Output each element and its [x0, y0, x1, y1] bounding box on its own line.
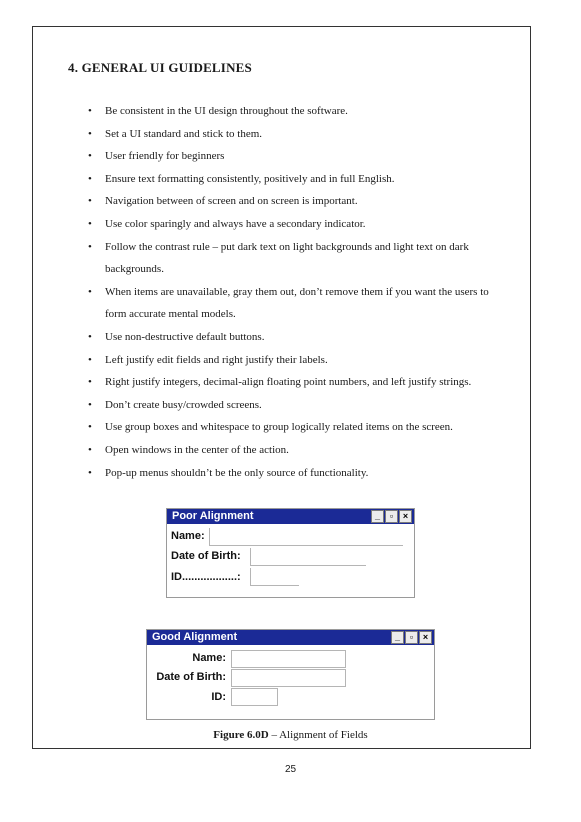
- figure-caption-text: – Alignment of Fields: [268, 729, 368, 741]
- guideline-item: • Be consistent in the UI design throughout the software.: [88, 100, 508, 123]
- poor-alignment-titlebar: [167, 509, 414, 524]
- name-label: Name:: [171, 530, 205, 542]
- guideline-item: • Pop-up menus shouldn’t be the only source of functionality.: [88, 462, 508, 485]
- guideline-item: • When items are unavailable, gray them out, don’t remove them if you want the users to form accurate mental models.: [88, 281, 508, 326]
- guideline-item: • Follow the contrast rule – put dark text on light backgrounds and light text on dark backgrounds.: [88, 236, 508, 281]
- guideline-item: • Don’t create busy/crowded screens.: [88, 394, 508, 417]
- poor-alignment-title: Poor Alignment: [172, 510, 254, 522]
- good-alignment-window: [146, 629, 435, 720]
- restore-icon[interactable]: ▫: [385, 510, 398, 523]
- name-field[interactable]: [209, 528, 403, 546]
- id-label: ID:: [211, 691, 226, 703]
- id-field[interactable]: [250, 568, 299, 586]
- guideline-item: • Use group boxes and whitespace to group logically related items on the screen.: [88, 416, 508, 439]
- name-label: Name:: [192, 652, 226, 664]
- section-heading: 4. GENERAL UI GUIDELINES: [68, 60, 252, 75]
- minimize-icon[interactable]: _: [391, 631, 404, 644]
- minimize-icon[interactable]: _: [371, 510, 384, 523]
- close-icon[interactable]: ×: [399, 510, 412, 523]
- id-label: ID..................:: [171, 571, 241, 583]
- page-number: 25: [284, 764, 297, 775]
- good-alignment-titlebar: [147, 630, 434, 645]
- id-field[interactable]: [231, 688, 278, 706]
- guideline-item: • Navigation between of screen and on screen is important.: [88, 190, 508, 213]
- guideline-item: • Use color sparingly and always have a secondary indicator.: [88, 213, 508, 236]
- dob-field[interactable]: [231, 669, 346, 687]
- restore-icon[interactable]: ▫: [405, 631, 418, 644]
- guideline-item: • Set a UI standard and stick to them.: [88, 123, 508, 146]
- close-icon[interactable]: ×: [419, 631, 432, 644]
- figure-caption: [0, 729, 581, 741]
- guidelines-list: [88, 100, 508, 484]
- dob-field[interactable]: [250, 548, 366, 566]
- guideline-item: • User friendly for beginners: [88, 145, 508, 168]
- guideline-item: • Ensure text formatting consistently, positively and in full English.: [88, 168, 508, 191]
- guideline-item: • Right justify integers, decimal-align floating point numbers, and left justify strings.: [88, 371, 508, 394]
- guideline-item: • Left justify edit fields and right justify their labels.: [88, 349, 508, 372]
- guideline-item: • Use non-destructive default buttons.: [88, 326, 508, 349]
- figure-label: Figure 6.0D: [213, 729, 269, 741]
- poor-alignment-window: [166, 508, 415, 598]
- dob-label: Date of Birth:: [156, 671, 226, 683]
- guideline-item: • Open windows in the center of the action.: [88, 439, 508, 462]
- good-alignment-title: Good Alignment: [152, 631, 238, 643]
- name-field[interactable]: [231, 650, 346, 668]
- dob-label: Date of Birth:: [171, 550, 241, 562]
